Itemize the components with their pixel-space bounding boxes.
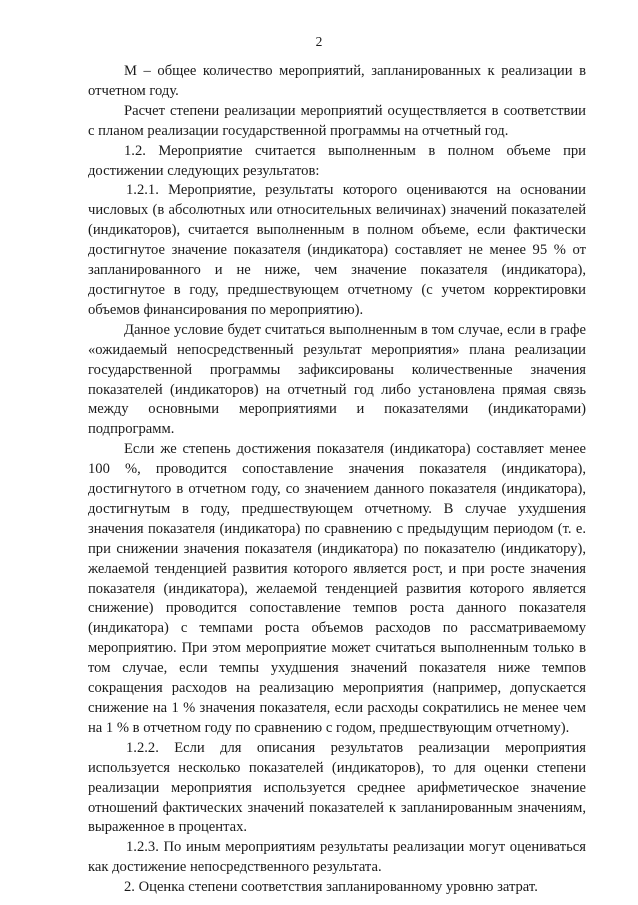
paragraph-section-2: 2. Оценка степени соответствия запланированному уровню затрат. (124, 879, 538, 896)
page-number: 2 (315, 34, 323, 49)
paragraph-1-2: 1.2. Мероприятие считается выполненным в полном объеме при достижении следующих результатов: (88, 142, 586, 179)
paragraph-condition: Данное условие будет считаться выполненным в том случае, если в графе «ожидаемый непосредственный результат мероприятия» плана реализации государственной программы зафиксированы количественные значения показателей (индикаторов) на отчетный год либо установлена прямая связь между основными мероприятиями и показателями (индикаторами) подпрограмм. (88, 321, 586, 438)
paragraph-m-definition: М – общее количество мероприятий, запланированных к реализации в отчетном году. (88, 63, 586, 99)
paragraph-indicator-comparison: Если же степень достижения показателя (индикатора) составляет менее 100 %, проводится сопоставление значения показателя (индикатора), достигнутого в отчетном году, со значением данного показателя (индикатора), достигнутым в году, предшествующем отчетному. В случае ухудшения значения показателя (индикатора) по сравнению с предыдущим периодом (т. е. при снижении значения показателя (индикатора) по показателю (индикатору), желаемой тенденцией развития которого является рост, и при росте значения показателя (индикатора), желаемой тенденцией развития которого является снижение) проводится сопоставление темпов роста данного показателя (индикатора) с темпами роста объемов расходов по рассматриваемому мероприятию. При этом мероприятие может считаться выполненным только в том случае, если темпы ухудшения значений показателя ниже темпов сокращения расходов на реализацию мероприятия (например, допускается снижение на 1 % значения показателя, если расходы сократились не менее чем на 1 % в отчетном году по сравнению с годом, предшествующим отчетному). (88, 441, 586, 736)
paragraph-1-2-3: 1.2.3. По иным мероприятиям результаты реализации могут оцениваться как достижение непосредственного результата. (88, 839, 586, 876)
paragraph-1-2-1: 1.2.1. Мероприятие, результаты которого оцениваются на основании числовых (в абсолютных или относительных величинах) значений показателей (индикаторов), считается выполненным в полном объеме, если фактически достигнутое значение показателя (индикатора) составляет не менее 95 % от запланированного и не ниже, чем значение показателя (индикатора), достигнутое в году, предшествующем отчетному (с учетом корректировки объемов финансирования по мероприятию). (88, 182, 586, 318)
paragraph-1-2-2: 1.2.2. Если для описания результатов реализации мероприятия используется несколько показателей (индикаторов), то для оценки степени реализации мероприятия используется среднее арифметическое значение отношений фактических значений показателей к запланированным значениям, выраженное в процентах. (88, 739, 586, 836)
paragraph-calculation: Расчет степени реализации мероприятий осуществляется в соответствии с планом реализации государственной программы на отчетный год. (88, 102, 586, 139)
document-body (88, 62, 586, 898)
